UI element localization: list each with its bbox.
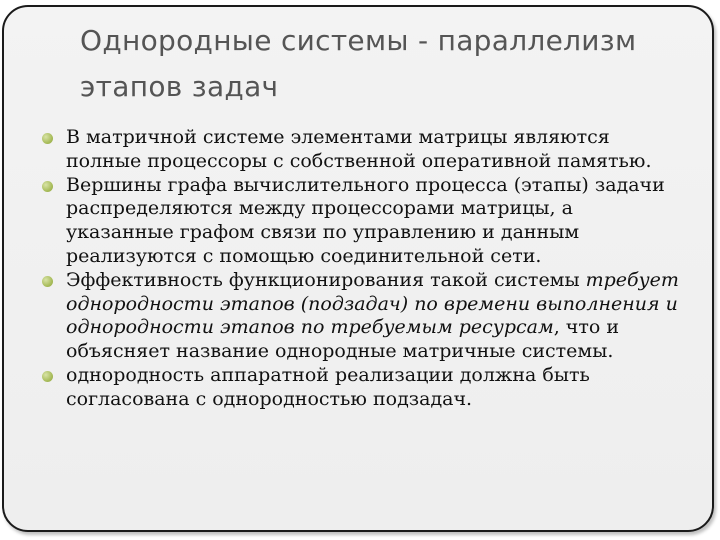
title-line-1: Однородные системы - параллелизм xyxy=(80,24,637,57)
bullet-text-emphasis: требует однородности этапов (подзадач) по времени выполнения и однородности этапов по требуемым ресурсам xyxy=(66,268,679,339)
bullet-item xyxy=(42,364,682,412)
slide-title xyxy=(80,18,680,110)
round-bullet-icon xyxy=(42,133,53,144)
bullet-item xyxy=(42,174,682,269)
bullet-item xyxy=(42,269,682,364)
bullet-text: Вершины графа вычислительного процесса (этапы) задачи распределяются между процессорами матрицы, а указанные графом связи по управлению и данным реализуются с помощью соединительной сети. xyxy=(66,173,665,267)
round-bullet-icon xyxy=(42,371,53,382)
bullet-item xyxy=(42,126,682,174)
bullet-text-lead: Эффективность функционирования такой системы xyxy=(66,268,586,291)
title-line-2: этапов задач xyxy=(80,70,279,103)
round-bullet-icon xyxy=(42,181,53,192)
bullet-text: однородность аппаратной реализации должна быть согласована с однородностью подзадач. xyxy=(66,363,590,410)
bullet-text: В матричной системе элементами матрицы являются полные процессоры с собственной оперативной памятью. xyxy=(66,126,652,172)
bullet-list xyxy=(42,126,682,412)
bullet-text-tail: , что и объясняет название однородные матричные системы. xyxy=(66,316,619,363)
round-bullet-icon xyxy=(42,276,53,287)
